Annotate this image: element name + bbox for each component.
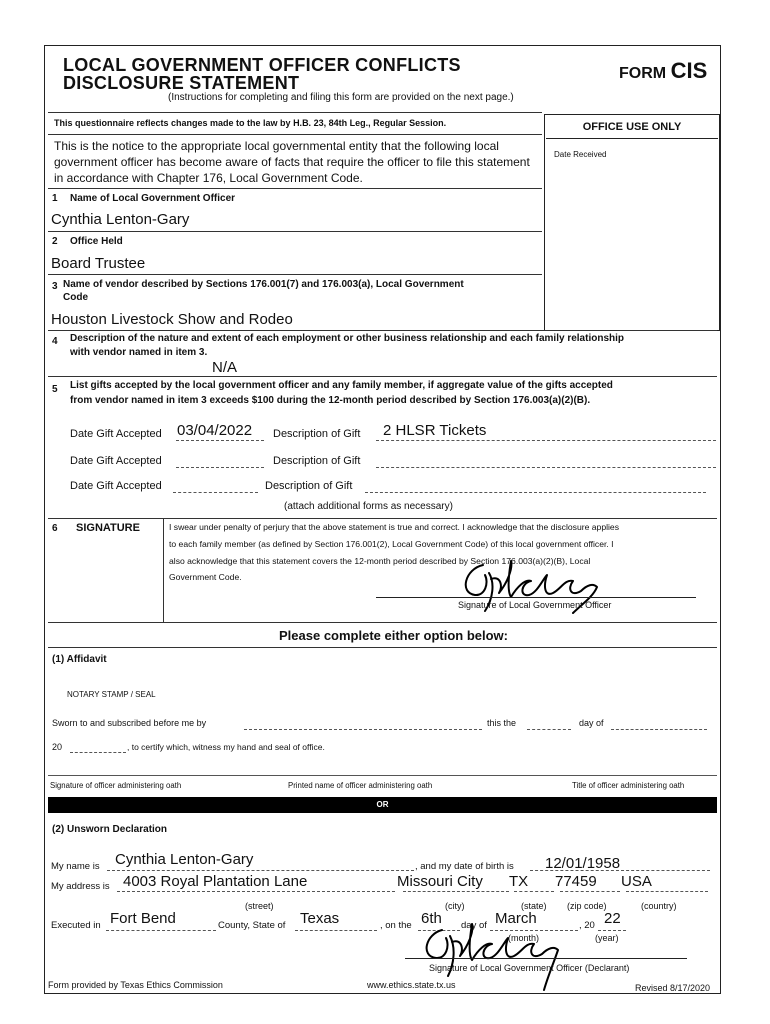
divider bbox=[163, 518, 164, 622]
gift-desc-line[interactable] bbox=[365, 492, 706, 493]
form-code bbox=[619, 58, 707, 84]
gift-desc-line[interactable] bbox=[376, 467, 716, 468]
gift-date-line[interactable] bbox=[176, 467, 264, 468]
item3-label-line2: Code bbox=[63, 292, 88, 303]
notice-line2: government officer has become aware of facts that require the officer to file this statement bbox=[54, 155, 530, 169]
date-received-label: Date Received bbox=[554, 150, 607, 159]
gift-date-value-1[interactable]: 03/04/2022 bbox=[177, 422, 253, 439]
declarant-signature-line bbox=[405, 958, 687, 959]
item5-number: 5 bbox=[52, 384, 58, 395]
gift-date-line[interactable] bbox=[173, 492, 258, 493]
year-caption: (year) bbox=[595, 933, 619, 943]
month-value[interactable]: March bbox=[495, 910, 537, 927]
gift-desc-label-3: Description of Gift bbox=[265, 480, 353, 492]
zip-value[interactable]: 77459 bbox=[555, 873, 597, 890]
county-state-label: County, State of bbox=[218, 920, 286, 931]
declarant-name-value[interactable]: Cynthia Lenton-Gary bbox=[115, 851, 254, 868]
vendor-name-value[interactable]: Houston Livestock Show and Rodeo bbox=[51, 311, 293, 328]
relationship-value[interactable]: N/A bbox=[212, 359, 238, 376]
gift-desc-line bbox=[376, 440, 716, 441]
oath-line1: I swear under penalty of perjury that the above statement is true and correct. I acknowledge that the disclosure applies bbox=[169, 522, 619, 532]
declarant-caption: Signature of Local Government Officer (Declarant) bbox=[429, 963, 630, 973]
signature-caption: Signature of Local Government Officer bbox=[458, 600, 612, 610]
sworn-day-line[interactable] bbox=[527, 729, 571, 730]
state-of-value[interactable]: Texas bbox=[300, 910, 340, 927]
item2-number: 2 bbox=[52, 236, 58, 247]
signature-line bbox=[376, 597, 696, 598]
gift-desc-label-1: Description of Gift bbox=[273, 428, 361, 440]
office-use-heading: OFFICE USE ONLY bbox=[546, 116, 718, 139]
street-caption: (street) bbox=[245, 901, 274, 911]
item4-label-line2: with vendor named in item 3. bbox=[70, 347, 208, 358]
executed-in-label: Executed in bbox=[51, 920, 101, 931]
gift-date-label-1: Date Gift Accepted bbox=[70, 428, 162, 440]
day-of-label: day of bbox=[461, 920, 487, 931]
dob-line bbox=[530, 870, 710, 871]
oath-signature-caption: Signature of officer administering oath bbox=[50, 781, 182, 790]
options-heading: Please complete either option below: bbox=[279, 628, 508, 643]
country-caption: (country) bbox=[641, 901, 677, 911]
sworn-this-the: this the bbox=[487, 718, 517, 728]
footer-provided-by: Form provided by Texas Ethics Commission bbox=[48, 980, 223, 990]
form-code-value: CIS bbox=[670, 58, 708, 83]
item3-number: 3 bbox=[52, 281, 58, 292]
divider bbox=[48, 188, 542, 189]
item3-label-line1: Name of vendor described by Sections 176.001(7) and 176.003(a), Local Government bbox=[63, 279, 464, 290]
year-line[interactable] bbox=[70, 752, 126, 753]
affidavit-heading: (1) Affidavit bbox=[52, 654, 107, 665]
country-value[interactable]: USA bbox=[621, 873, 652, 890]
divider bbox=[48, 112, 542, 113]
notice-line1: This is the notice to the appropriate local governmental entity that the following local bbox=[54, 139, 499, 153]
year-prefix-label: , 20 bbox=[579, 920, 595, 931]
section6-number: 6 bbox=[52, 523, 58, 534]
gift-date-label-3: Date Gift Accepted bbox=[70, 480, 162, 492]
form-title-line1: LOCAL GOVERNMENT OFFICER CONFLICTS bbox=[63, 55, 461, 75]
gift-date-label-2: Date Gift Accepted bbox=[70, 455, 162, 467]
street-value[interactable]: 4003 Royal Plantation Lane bbox=[123, 873, 308, 890]
country-line bbox=[626, 891, 708, 892]
city-line bbox=[403, 891, 509, 892]
sworn-name-line[interactable] bbox=[244, 729, 482, 730]
zip-line bbox=[560, 891, 620, 892]
item2-label: Office Held bbox=[70, 236, 123, 247]
sworn-prefix: Sworn to and subscribed before me by bbox=[52, 718, 207, 728]
item4-label-line1: Description of the nature and extent of each employment or other business relationship and each family relationship bbox=[70, 333, 624, 344]
year-prefix: 20 bbox=[52, 742, 63, 752]
oath-title-caption: Title of officer administering oath bbox=[572, 781, 685, 790]
or-divider: OR bbox=[48, 797, 717, 813]
footer-revised: Revised 8/17/2020 bbox=[635, 983, 711, 993]
item1-label: Name of Local Government Officer bbox=[70, 193, 236, 204]
day-value[interactable]: 6th bbox=[421, 910, 442, 927]
divider bbox=[48, 376, 717, 377]
officer-name-value[interactable]: Cynthia Lenton-Gary bbox=[51, 211, 190, 228]
zip-caption: (zip code) bbox=[567, 901, 607, 911]
divider bbox=[48, 274, 542, 275]
item1-number: 1 bbox=[52, 193, 58, 204]
year-value[interactable]: 22 bbox=[604, 910, 621, 927]
oath-line4: Government Code. bbox=[169, 572, 242, 582]
month-caption: (month) bbox=[508, 933, 540, 943]
questionnaire-note: This questionnaire reflects changes made to the law by H.B. 23, 84th Leg., Regular Session. bbox=[54, 118, 447, 128]
divider bbox=[48, 330, 717, 331]
dob-label: , and my date of birth is bbox=[415, 861, 514, 872]
city-caption: (city) bbox=[445, 901, 465, 911]
divider bbox=[48, 134, 542, 135]
state-caption: (state) bbox=[521, 901, 547, 911]
divider bbox=[48, 518, 717, 519]
item5-label-line1: List gifts accepted by the local government officer and any family member, if aggregate value of the gifts accepted bbox=[70, 380, 613, 391]
notary-label: NOTARY STAMP / SEAL bbox=[67, 690, 156, 699]
notice-line3: in accordance with Chapter 176, Local Government Code. bbox=[54, 171, 363, 185]
form-prefix: FORM bbox=[619, 65, 667, 82]
oath-printed-name-caption: Printed name of officer administering oath bbox=[288, 781, 433, 790]
instructions-note: (Instructions for completing and filing this form are provided on the next page.) bbox=[168, 92, 514, 103]
state-value[interactable]: TX bbox=[509, 873, 529, 890]
county-line bbox=[106, 930, 216, 931]
gift-date-line bbox=[176, 440, 264, 441]
divider bbox=[48, 231, 542, 232]
attach-note: (attach additional forms as necessary) bbox=[284, 501, 453, 512]
oath-signature-line[interactable] bbox=[48, 775, 717, 776]
sworn-month-line[interactable] bbox=[611, 729, 707, 730]
signature-heading: SIGNATURE bbox=[76, 522, 140, 534]
office-use-box bbox=[544, 114, 720, 331]
year-line bbox=[598, 930, 626, 931]
state-line bbox=[514, 891, 554, 892]
my-address-is-label: My address is bbox=[51, 881, 110, 892]
footer-website[interactable]: www.ethics.state.tx.us bbox=[367, 980, 456, 990]
sworn-day-of: day of bbox=[579, 718, 604, 728]
year-suffix: , to certify which, witness my hand and seal of office. bbox=[127, 742, 325, 752]
office-held-value[interactable]: Board Trustee bbox=[51, 255, 146, 272]
unsworn-heading: (2) Unsworn Declaration bbox=[52, 824, 168, 835]
oath-line3: also acknowledge that this statement covers the 12-month period described by Section 176.003(a)(2)(B), Local bbox=[169, 556, 591, 566]
gift-desc-label-2: Description of Gift bbox=[273, 455, 361, 467]
item4-number: 4 bbox=[52, 336, 58, 347]
divider bbox=[48, 647, 717, 648]
declarant-name-line bbox=[107, 870, 414, 871]
item5-label-line2: from vendor named in item 3 exceeds $100 during the 12-month period described by Section 176.003(a)(2)(B). bbox=[70, 395, 591, 406]
form-title-line2: DISCLOSURE STATEMENT bbox=[63, 73, 300, 93]
gift-desc-value-1[interactable]: 2 HLSR Tickets bbox=[383, 422, 487, 439]
on-the-label: , on the bbox=[380, 920, 412, 931]
street-line bbox=[117, 891, 395, 892]
state-of-line bbox=[295, 930, 377, 931]
dob-value[interactable]: 12/01/1958 bbox=[545, 855, 621, 872]
city-value[interactable]: Missouri City bbox=[397, 873, 483, 890]
county-value[interactable]: Fort Bend bbox=[110, 910, 176, 927]
oath-line2: to each family member (as defined by Section 176.001(2), Local Government Code) of this local government officer. I bbox=[169, 539, 614, 549]
divider bbox=[48, 622, 717, 623]
my-name-is-label: My name is bbox=[51, 861, 100, 872]
